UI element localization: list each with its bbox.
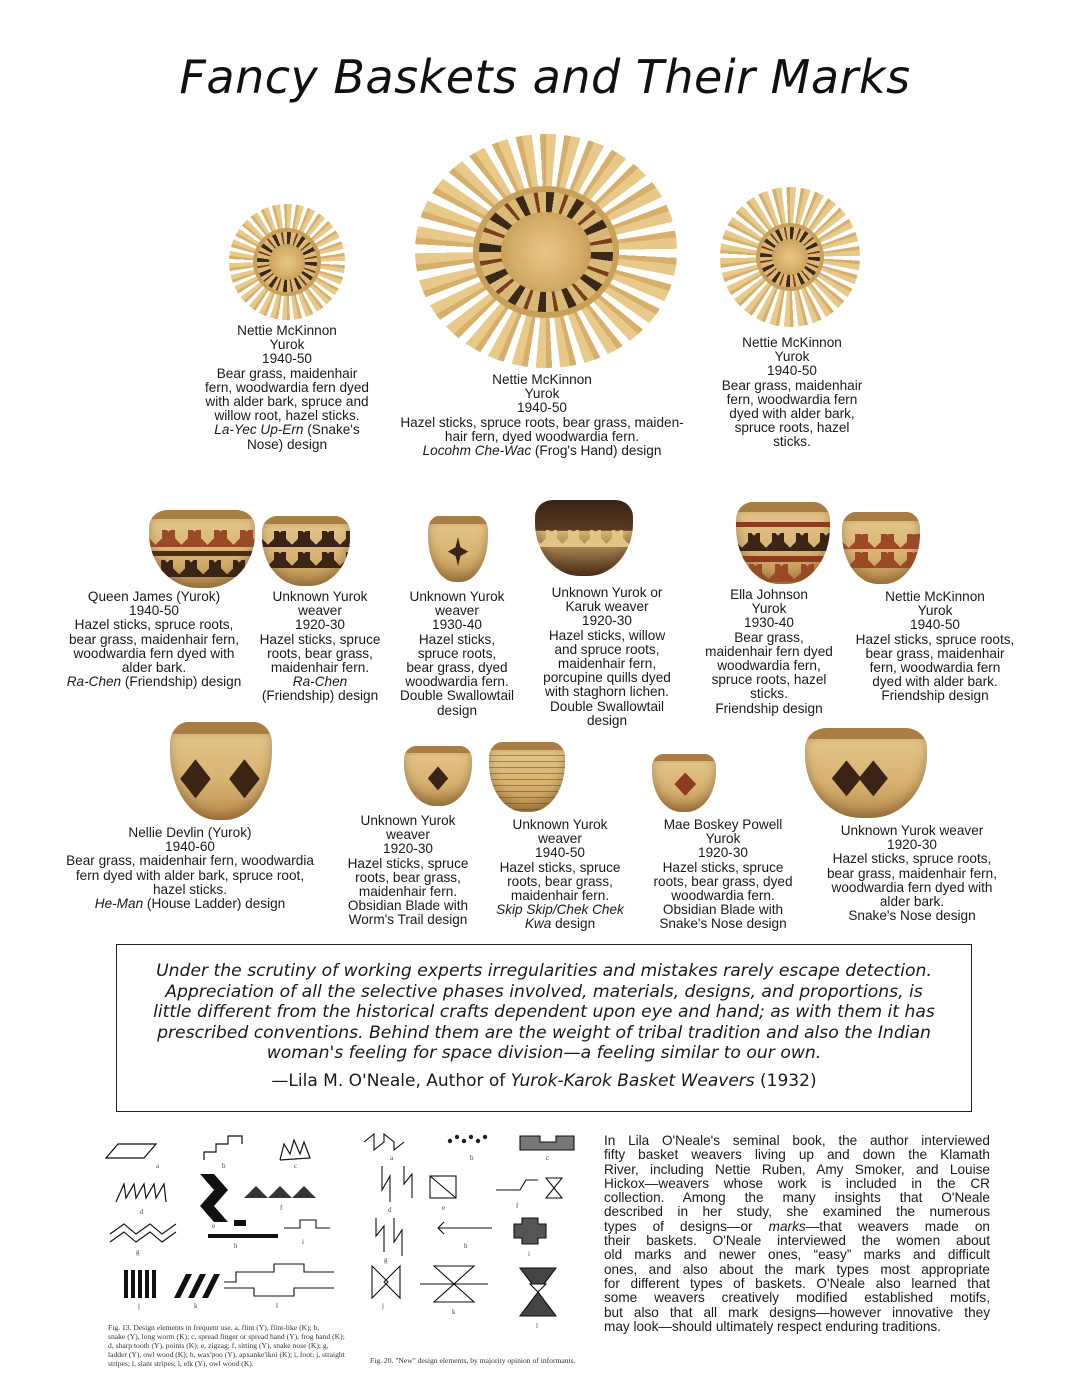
stepped-band-motif (520, 1136, 574, 1150)
fig13-letter-b: b (222, 1162, 226, 1170)
caption-line: 1940-50 (535, 845, 585, 861)
caption-line: bear grass, maidenhair fern, (826, 865, 997, 881)
caption-line: 1920-30 (582, 613, 632, 629)
design-line (172, 423, 402, 437)
caption-line: bear grass, maidenhair (865, 645, 1005, 661)
body-line (604, 1220, 990, 1234)
fig20-letter-d: d (388, 1206, 392, 1214)
design-line-2: (Friendship) design (261, 688, 379, 704)
caption-line: Unknown Yurok or (551, 585, 663, 600)
caption-line: sticks. (750, 686, 788, 702)
caption-line: Friendship design (881, 688, 989, 704)
caption-line: weaver (435, 603, 479, 619)
caption-line: Queen James (Yurok) (87, 589, 221, 604)
plate-basket-3 (720, 187, 860, 327)
caption-line: Hazel sticks, (418, 631, 496, 647)
caption-line: Hazel sticks, spruce (662, 859, 784, 875)
caption-line: Yurok (917, 603, 953, 619)
caption-line: bear grass, maidenhair fern, (68, 631, 239, 647)
fig20-letter-g: g (384, 1256, 388, 1264)
quote-line: Under the scrutiny of working experts irregularities and mistakes rarely escape detection. (156, 961, 932, 981)
fig13-letter-e: e (212, 1222, 216, 1230)
bowl-basket-queen-james (149, 510, 255, 588)
design-rest: (Snake's (303, 422, 360, 438)
fig13-letter-c: c (294, 1162, 298, 1170)
design-line (50, 897, 330, 911)
caption-line: Obsidian Blade with (347, 898, 469, 914)
design-rest: (Friendship) design (121, 674, 242, 690)
flint-motif (106, 1144, 156, 1158)
date: 1940-50 (517, 400, 567, 416)
bowl-basket-nettie-mckinnon (842, 512, 920, 584)
caption-line: Karuk weaver (565, 599, 649, 615)
tribe: Yurok (524, 386, 560, 402)
caption-line: Double Swallowtail (399, 688, 515, 704)
caption-line: woodwardia fern. (671, 888, 775, 904)
caption-line: 1940-50 (129, 603, 179, 619)
caption-line: woodwardia fern. (405, 674, 509, 690)
body-line: old marks and newer ones, “easy” marks and difficult (604, 1247, 990, 1263)
caption-line: stripes; l, slant stripes; l, elk (Y), owl wood (K). (108, 1359, 254, 1368)
design-name: Skip Skip/Chek Chek (496, 902, 624, 918)
fig20-letter-e: e (442, 1204, 446, 1212)
design-line (382, 444, 702, 458)
body-line: described in her study, she examined the numerous (604, 1204, 990, 1220)
caption-line: alder bark. (121, 660, 187, 676)
body-line: for different types of baskets. O'Neale also learned that (604, 1275, 990, 1291)
figure-20-drawings (360, 1132, 584, 1352)
bowl-basket-unknown-3 (535, 500, 633, 576)
caption-line: and spruce roots, (554, 641, 660, 657)
materials-line: with alder bark, spruce and (205, 394, 369, 410)
row2-caption-5 (694, 588, 844, 716)
design-rest: design (551, 916, 596, 932)
caption-line: roots, bear grass, (267, 645, 373, 661)
maker: Nettie McKinnon (742, 335, 842, 350)
design-rest: (House Ladder) design (143, 896, 286, 912)
design-name: Ra-Chen (66, 674, 122, 690)
fig13-letter-a: a (156, 1162, 160, 1170)
caption-line: 1940-60 (165, 839, 215, 855)
bowl-basket-ella-johnson (736, 502, 830, 584)
body-line: fifty basket weavers living up and down the Klamath (604, 1147, 990, 1163)
attribution-prefix: —Lila M. O'Neale, Author of (271, 1071, 511, 1091)
fig13-letter-k: k (194, 1302, 198, 1310)
caption-line: Hazel sticks, spruce roots, (74, 617, 234, 633)
design-name: Ra-Chen (292, 674, 348, 690)
row3-caption-2 (340, 814, 476, 928)
materials-line: fern, woodwardia fern (726, 391, 858, 407)
materials-line: fern, woodwardia fern dyed (205, 379, 369, 395)
body-paragraph (604, 1134, 990, 1334)
caption-line: ladder (Y), owl wood (K); h, wax'poo (Y), apxanke'ikoi (K); i, foot; j, straight (108, 1350, 345, 1359)
body-line: River, including Nettie Ruben, Amy Smoker, and Louise (604, 1161, 990, 1177)
body-line: but also that all mark designs—however innovative they (604, 1304, 990, 1320)
design-rest: (Frog's Hand) design (531, 443, 662, 459)
row3-caption-4 (636, 818, 810, 932)
caption-line: design (436, 702, 478, 718)
quote-box (116, 944, 972, 1112)
marks-term: marks (768, 1218, 806, 1234)
figure-20-caption (370, 1356, 590, 1365)
fig13-letter-f: f (280, 1204, 283, 1212)
fig20-letter-c: c (546, 1154, 550, 1162)
body-line: ones, and also about the mark types most appropriate (604, 1261, 990, 1277)
plate-1-caption (172, 324, 402, 452)
caption-line: Unknown Yurok (409, 589, 505, 604)
plate-3-caption (692, 336, 892, 450)
caption-line: Obsidian Blade with (662, 902, 784, 918)
caption-line: maidenhair fern. (510, 888, 610, 904)
caption-line: Hazel sticks, spruce roots, (832, 851, 992, 867)
caption-line: Fig. 20. "New" design elements, by majority opinion of informants. (370, 1356, 576, 1365)
quote-attribution (117, 1071, 971, 1091)
fig13-letter-g: g (136, 1248, 140, 1256)
body-line: their baskets. O'Neale interviewed the women about (604, 1233, 990, 1249)
snake-motif (204, 1136, 242, 1160)
maker: Nettie McKinnon (237, 323, 337, 338)
caption-line: Bear grass, (734, 629, 804, 645)
caption-line: Nellie Devlin (Yurok) (128, 825, 252, 840)
caption-line: fern, woodwardia fern (869, 660, 1001, 676)
caption-line: Mae Boskey Powell (663, 817, 783, 832)
caption-line: dyed with alder bark. (872, 674, 998, 690)
body-line: Hickox—weavers whose work is included in the CR (604, 1175, 990, 1191)
fig20-letter-k: k (452, 1308, 456, 1316)
caption-line: Fig. 13. Design elements in frequent use. a, flint (Y), flint-like (K); b, (108, 1323, 320, 1332)
figure-13-drawings (104, 1132, 350, 1320)
caption-line: snake (Y), long worm (K); c, spread finger or spread hand (Y), frog hand (K); (108, 1332, 345, 1341)
figure-13-design-elements (104, 1132, 350, 1320)
fig20-letter-a: a (390, 1154, 394, 1162)
caption-line: with staghorn lichen. (545, 684, 669, 700)
plate-2-caption (382, 373, 702, 458)
figure-13-caption (108, 1323, 352, 1368)
design-name: Locohm Che-Wac (422, 443, 532, 459)
quote-line: prescribed conventions. Behind them are the weight of tribal tradition and also the Indian (157, 1022, 931, 1043)
caption-line: Double Swallowtail (549, 698, 665, 714)
caption-line: Snake's Nose design (659, 916, 787, 932)
materials-line: hair fern, dyed woodwardia fern. (444, 428, 640, 444)
caption-line: weaver (538, 831, 582, 847)
row3-caption-5 (820, 824, 1004, 923)
page-title: Fancy Baskets and Their Marks (179, 50, 911, 104)
caption-line: Bear grass, maidenhair fern, woodwardia (66, 853, 314, 869)
bowl-basket-unknown-4 (404, 746, 472, 806)
caption-line: roots, bear grass, dyed (653, 873, 793, 889)
caption-line: maidenhair fern. (270, 660, 370, 676)
owl-wood-block (234, 1220, 246, 1226)
design-line-2: Nose) design (246, 436, 328, 452)
row3-caption-3 (482, 818, 638, 932)
caption-line: d, sharp tooth (Y), points (K); e, zigzag; f, sitting (Y), snake nose (K); g, (108, 1341, 329, 1350)
tribe: Yurok (774, 349, 810, 365)
materials-line: Hazel sticks, spruce roots, bear grass, maiden- (400, 414, 684, 430)
bowl-basket-nellie-devlin (170, 722, 272, 820)
quote-line: Appreciation of all the selective phases involved, materials, designs, and proportions, is (165, 981, 923, 1002)
fig20-letter-i: i (528, 1250, 530, 1258)
fig20-letter-h: h (464, 1242, 468, 1250)
attribution-year: (1932) (754, 1071, 817, 1091)
fig13-letter-h: h (234, 1242, 238, 1250)
caption-line: hazel sticks. (152, 881, 228, 897)
caption-line: woodwardia fern, (717, 658, 821, 674)
design-name: La-Yec Up-Ern (214, 422, 304, 438)
fig13-letter-d: d (140, 1208, 144, 1216)
date: 1940-50 (767, 363, 817, 379)
caption-line: 1930-40 (432, 617, 482, 633)
caption-line: spruce roots, hazel (711, 672, 827, 688)
materials-line: willow root, hazel sticks. (214, 408, 360, 424)
caption-line: Snake's Nose design (848, 908, 976, 924)
caption-line: 1920-30 (887, 837, 937, 853)
materials-line: sticks. (773, 434, 811, 450)
arrow-band-motif (364, 1134, 404, 1150)
date: 1940-50 (262, 351, 312, 367)
frog-hand-motif (280, 1140, 310, 1160)
tribe: Yurok (269, 337, 305, 353)
figure-20-new-design-elements (360, 1132, 584, 1352)
fig20-letter-b: b (470, 1154, 474, 1162)
materials-line: Bear grass, maidenhair (216, 365, 358, 381)
row2-caption-2 (252, 590, 388, 704)
zigzag-motif (200, 1174, 228, 1222)
caption-line: weaver (386, 827, 430, 843)
caption-line: Hazel sticks, spruce (347, 855, 469, 871)
caption-line: roots, bear grass, (355, 869, 461, 885)
design-line (56, 675, 252, 689)
body-fragment: types of designs—or (604, 1218, 769, 1234)
caption-line: 1920-30 (698, 845, 748, 861)
bowl-basket-unknown-1 (262, 516, 350, 586)
sharp-tooth-motif (116, 1184, 166, 1202)
caption-line: maidenhair fern. (358, 884, 458, 900)
fig20-letter-j: j (382, 1302, 384, 1310)
body-line: collection. Among the many insights that O'Neale (604, 1190, 990, 1206)
caption-line: Yurok (751, 601, 787, 617)
materials-line: Bear grass, maidenhair (721, 377, 863, 393)
caption-line: Friendship design (715, 700, 823, 716)
fig13-letter-j: j (138, 1302, 140, 1310)
caption-line: Hazel sticks, spruce roots, (855, 631, 1015, 647)
fig13-letter-l: l (276, 1302, 278, 1310)
fig20-letter-f: f (516, 1202, 519, 1210)
caption-line: Unknown Yurok (272, 589, 368, 604)
bowl-basket-unknown-6 (805, 728, 927, 818)
bowl-basket-unknown-2 (428, 516, 488, 582)
fig20-letter-l: l (536, 1322, 538, 1330)
body-line: In Lila O'Neale's seminal book, the author interviewed (604, 1133, 990, 1148)
caption-line: Unknown Yurok (512, 817, 608, 832)
caption-line: design (586, 712, 628, 728)
caption-line: 1920-30 (295, 617, 345, 633)
row3-caption-1 (50, 826, 330, 911)
ladder-motif (110, 1224, 176, 1234)
bowl-basket-mae-boskey-powell (652, 754, 716, 812)
caption-line: alder bark. (879, 894, 945, 910)
caption-line: 1940-50 (910, 617, 960, 633)
caption-line: Unknown Yurok (360, 813, 456, 828)
plate-basket-1 (229, 204, 345, 320)
quote-text (137, 961, 951, 1064)
caption-line: weaver (298, 603, 342, 619)
caption-line: Hazel sticks, spruce (259, 631, 381, 647)
caption-line: 1930-40 (744, 615, 794, 631)
caption-line: bear grass, dyed (406, 660, 508, 676)
caption-line: porcupine quills dyed (543, 670, 671, 686)
caption-line: Hazel sticks, willow (548, 627, 666, 643)
caption-line: Worm's Trail design (348, 912, 468, 928)
caption-line: roots, bear grass, (507, 873, 613, 889)
caption-line: Nettie McKinnon (885, 589, 985, 604)
quote-line: little different from the historical crafts dependent upon eye and hand; as with them it has (153, 1002, 935, 1023)
caption-line: woodwardia fern dyed with (831, 879, 993, 895)
design-line (482, 917, 638, 931)
materials-line: spruce roots, hazel (734, 420, 850, 436)
caption-line: spruce roots, (417, 645, 497, 661)
materials-line: dyed with alder bark, (729, 406, 855, 422)
design-name-2: Kwa (524, 916, 552, 932)
caption-line: maidenhair fern dyed (705, 643, 833, 659)
book-title: Yurok-Karok Basket Weavers (510, 1071, 755, 1091)
caption-line: Unknown Yurok weaver (840, 823, 984, 838)
caption-line: 1920-30 (383, 841, 433, 857)
maker: Nettie McKinnon (492, 372, 592, 387)
body-line: some weavers creatively modified established motifs, (604, 1290, 990, 1306)
row2-caption-6 (846, 590, 1024, 704)
bowl-basket-unknown-5 (489, 742, 565, 812)
caption-line: maidenhair fern, (557, 656, 657, 672)
row2-caption-4 (528, 586, 686, 728)
row2-caption-1 (56, 590, 252, 689)
plate-basket-2 (415, 134, 677, 368)
caption-line: fern dyed with alder bark, spruce root, (75, 867, 305, 883)
caption-line: Ella Johnson (730, 587, 808, 602)
body-line: may look—should ultimately respect enduring traditions. (604, 1318, 941, 1334)
caption-line: woodwardia fern dyed with (73, 645, 235, 661)
caption-line: Hazel sticks, spruce (499, 859, 621, 875)
body-fragment: —that weavers made on (805, 1218, 990, 1234)
fig13-letter-i: i (302, 1238, 304, 1246)
row2-caption-3 (386, 590, 528, 718)
caption-line: Yurok (705, 831, 741, 847)
quote-line: woman's feeling for space division—a feeling similar to our own. (266, 1043, 822, 1064)
design-name: He-Man (94, 896, 144, 912)
